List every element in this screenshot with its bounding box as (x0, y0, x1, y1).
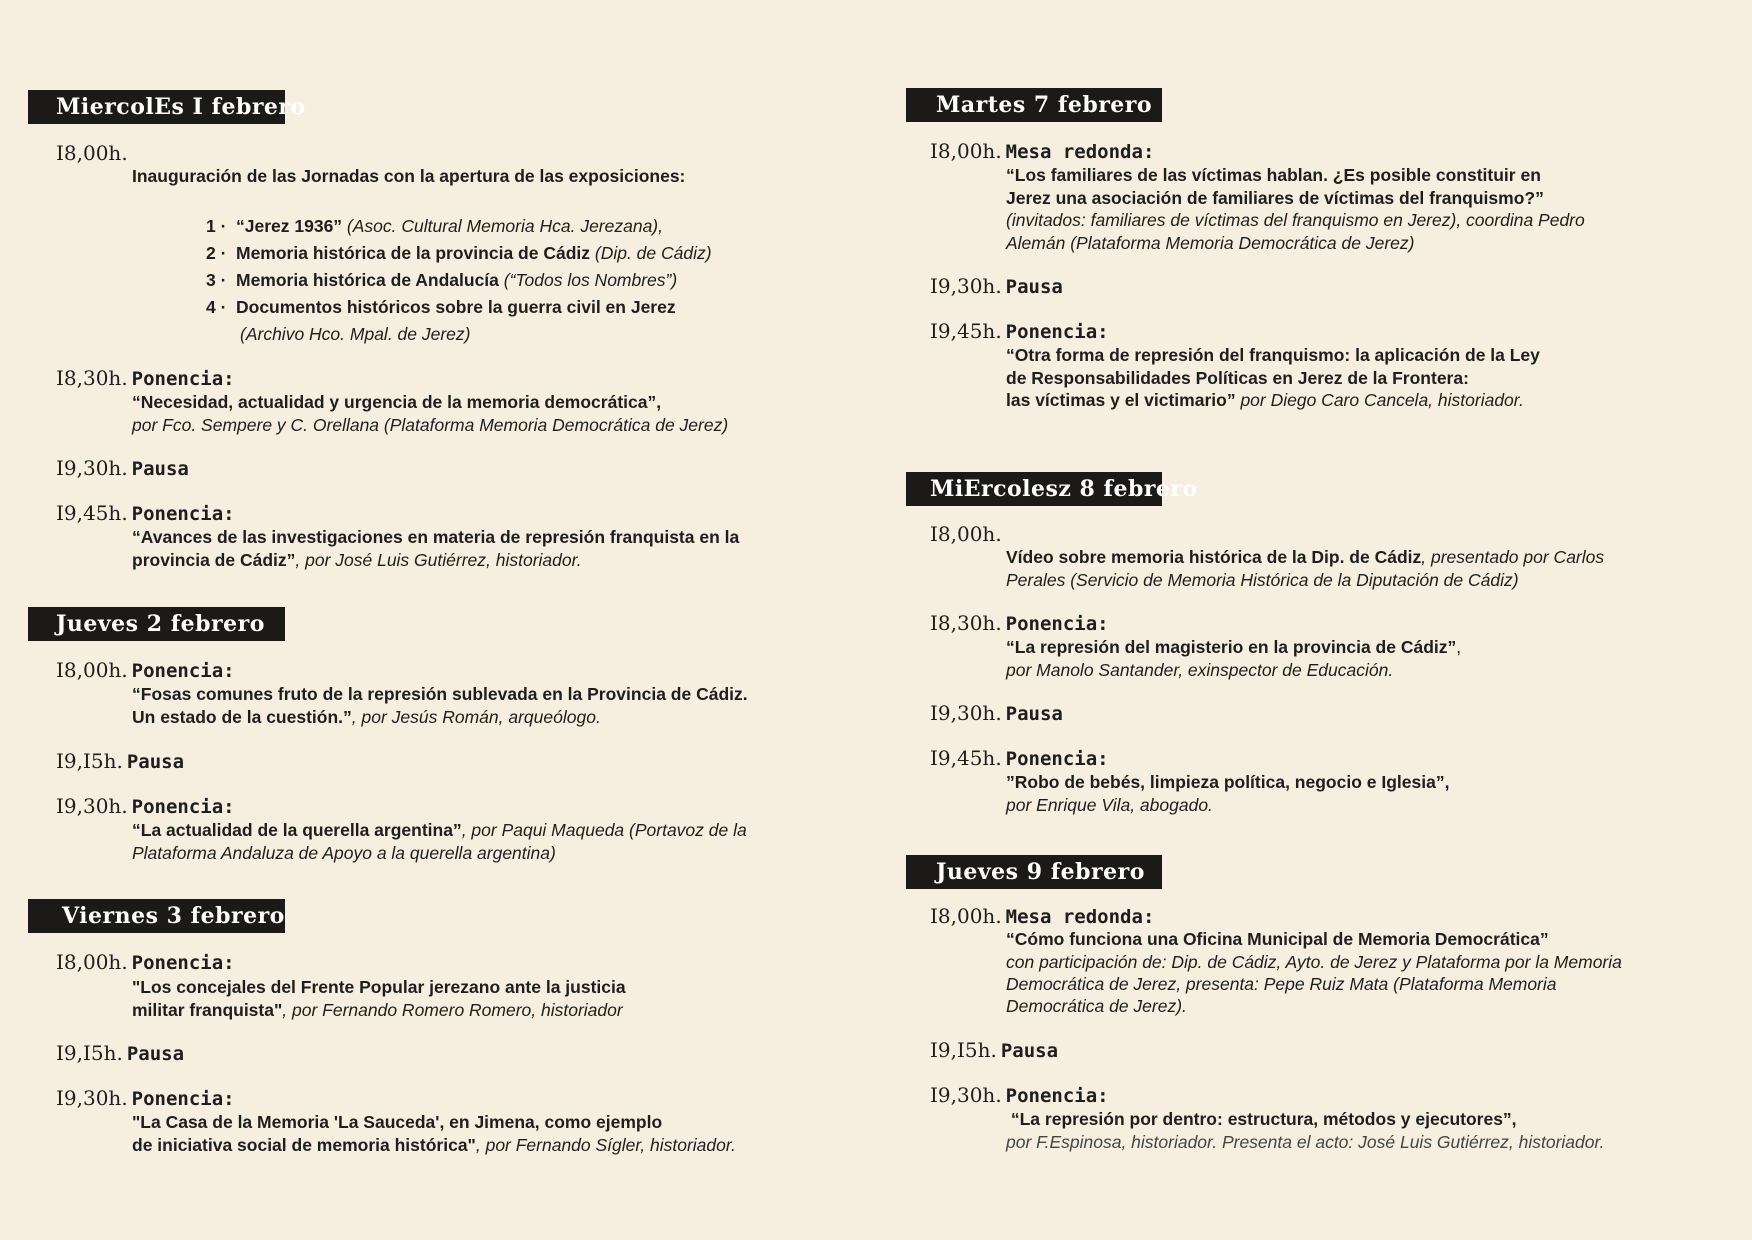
talk-speaker: , por Jesús Román, arqueólogo. (351, 707, 601, 727)
item-source: (Dip. de Cádiz) (590, 243, 712, 263)
talk-title-cont (132, 999, 623, 1022)
talk-title-part: militar franquista" (132, 1000, 283, 1020)
time-value: I9,45h. (930, 319, 1002, 343)
talk-speaker: , por José Luis Gutiérrez, historiador. (295, 550, 582, 570)
talk-title-part: “La represión del magisterio en la provincia de Cádiz” (1006, 637, 1457, 657)
talk-title-cont: Jerez una asociación de familiares de víctimas del franquismo?” (1006, 188, 1544, 208)
video-presenter: , presentado por Carlos (1421, 547, 1605, 567)
time-value: I9,30h. (56, 456, 128, 480)
talk-speaker: por Enrique Vila, abogado. (1006, 795, 1213, 815)
time-1800 (56, 950, 235, 975)
time-value: I9,I5h. (930, 1038, 997, 1062)
time-1930 (56, 456, 189, 481)
time-value: I9,30h. (930, 701, 1002, 725)
talk-title: “Otra forma de represión del franquismo: la aplicación de la Ley (1006, 345, 1540, 365)
time-value: I8,00h. (56, 950, 128, 974)
session-type: Pausa (126, 751, 185, 773)
time-1800 (56, 141, 128, 165)
time-1945 (56, 501, 235, 526)
exhibit-item-2 (206, 242, 712, 265)
talk-title: "Los concejales del Frente Popular jerezano ante la justicia (132, 977, 626, 997)
time-1930 (930, 1083, 1109, 1108)
time-value: I8,00h. (56, 658, 128, 682)
talk-title: “Los familiares de las víctimas hablan. ¿Es posible constituir en (1006, 165, 1541, 185)
time-value: I9,I5h. (56, 1041, 123, 1065)
video-presenter-cont: Perales (Servicio de Memoria Histórica de la Diputación de Cádiz) (1006, 570, 1519, 590)
time-1830 (930, 611, 1109, 636)
time-value: I8,00h. (930, 139, 1002, 163)
session-type: Ponencia: (1005, 321, 1109, 343)
exhibit-item-1 (206, 215, 663, 238)
item-source: (Asoc. Cultural Memoria Hca. Jerezana), (342, 216, 664, 236)
exhibit-item-4-source: (Archivo Hco. Mpal. de Jerez) (240, 324, 471, 344)
talk-guests-cont: Alemán (Plataforma Memoria Democrática de Jerez) (1006, 233, 1415, 253)
item-title: Memoria histórica de Andalucía (236, 270, 499, 290)
time-1930 (56, 1086, 235, 1111)
item-number: 4 · (206, 297, 227, 317)
session-type: Ponencia: (131, 368, 235, 390)
session-type: Pausa (1005, 703, 1063, 725)
time-value: I8,30h. (930, 611, 1002, 635)
day-header-tuesday-7: Martes 7 febrero (906, 88, 1162, 122)
day-header-thursday-9: Jueves 9 febrero (906, 855, 1162, 889)
session-type: Mesa redonda: (1005, 906, 1155, 928)
time-1945 (930, 319, 1109, 344)
exhibit-item-3 (206, 269, 677, 292)
time-1800 (930, 904, 1154, 929)
session-type: Ponencia: (131, 952, 235, 974)
session-type: Ponencia: (1005, 748, 1109, 770)
item-title: Documentos históricos sobre la guerra civil en Jerez (236, 297, 676, 317)
item-source: (“Todos los Nombres”) (498, 270, 678, 290)
time-1830 (56, 366, 235, 391)
time-1915 (56, 749, 184, 774)
time-value: I9,30h. (56, 794, 128, 818)
talk-speaker: por F.Espinosa, historiador. Presenta el acto: José Luis Gutiérrez, historiador. (1006, 1132, 1605, 1152)
session-type: Ponencia: (131, 796, 235, 818)
time-value: I9,I5h. (56, 749, 123, 773)
time-value: I9,30h. (930, 1083, 1002, 1107)
talk-title: ”Robo de bebés, limpieza política, negocio e Iglesia”, (1006, 772, 1450, 792)
talk-title-part: las víctimas y el victimario” (1006, 390, 1236, 410)
session-type: Ponencia: (1005, 613, 1109, 635)
item-title: Memoria histórica de la provincia de Cádiz (236, 243, 590, 263)
time-1930 (56, 794, 235, 819)
talk-speaker-cont: Plataforma Andaluza de Apoyo a la querella argentina) (132, 843, 556, 863)
talk-title (132, 819, 747, 842)
time-value: I9,30h. (930, 274, 1002, 298)
time-value: I9,45h. (56, 501, 128, 525)
talk-title-cont (132, 706, 601, 729)
session-type: Pausa (126, 1043, 185, 1065)
session-type: Ponencia: (131, 660, 235, 682)
time-1800 (56, 658, 235, 683)
session-type: Ponencia: (1005, 1085, 1109, 1107)
time-1915 (56, 1041, 184, 1066)
time-1945 (930, 746, 1109, 771)
time-value: I9,45h. (930, 746, 1002, 770)
time-value: I8,00h. (930, 904, 1002, 928)
time-value: I9,30h. (56, 1086, 128, 1110)
talk-speaker: por Manolo Santander, exinspector de Educación. (1006, 660, 1394, 680)
item-title: “Jerez 1936” (236, 216, 343, 236)
talk-title-cont: de Responsabilidades Políticas en Jerez de la Frontera: (1006, 368, 1469, 388)
time-value: I8,00h. (56, 141, 128, 165)
talk-title: “Necesidad, actualidad y urgencia de la memoria democrática”, (132, 392, 662, 412)
session-type: Pausa (131, 458, 189, 480)
talk-title-part: provincia de Cádiz” (132, 550, 296, 570)
time-1930 (930, 701, 1063, 726)
talk-speaker: por Diego Caro Cancela, historiador. (1235, 390, 1524, 410)
opening-intro: Inauguración de las Jornadas con la apertura de las exposiciones: (132, 166, 686, 186)
item-number: 1 · (206, 216, 227, 236)
video-title-part: Vídeo sobre memoria histórica de la Dip. de Cádiz (1006, 547, 1422, 567)
item-number: 3 · (206, 270, 227, 290)
time-1915 (930, 1038, 1058, 1063)
time-value: I8,00h. (930, 522, 1002, 546)
item-number: 2 · (206, 243, 227, 263)
talk-title-part: “La actualidad de la querella argentina” (132, 820, 462, 840)
talk-title: "La Casa de la Memoria 'La Sauceda', en Jimena, como ejemplo (132, 1112, 663, 1132)
talk-title: “La represión por dentro: estructura, métodos y ejecutores”, (1006, 1109, 1517, 1129)
talk-title (1006, 636, 1461, 659)
talk-speaker: , por Fernando Romero Romero, historiador (282, 1000, 623, 1020)
talk-title: “Fosas comunes fruto de la represión sublevada en la Provincia de Cádiz. (132, 684, 748, 704)
talk-title: “Cómo funciona una Oficina Municipal de Memoria Democrática” (1006, 929, 1549, 949)
talk-title-part: Un estado de la cuestión.” (132, 707, 352, 727)
talk-participants-cont: Democrática de Jerez). (1006, 996, 1187, 1016)
session-type: Pausa (1005, 276, 1063, 298)
time-value: I8,30h. (56, 366, 128, 390)
session-type: Mesa redonda: (1005, 141, 1155, 163)
talk-participants: con participación de: Dip. de Cádiz, Ayto. de Jerez y Plataforma por la Memoria (1006, 952, 1622, 972)
day-header-wednesday-8: MiErcolesz 8 febrero (906, 472, 1162, 506)
session-type: Ponencia: (131, 1088, 235, 1110)
time-1800 (930, 522, 1002, 546)
day-header-friday-3: Viernes 3 febrero (28, 899, 285, 933)
talk-title-cont (132, 549, 582, 572)
time-1930 (930, 274, 1063, 299)
talk-title-part: de iniciativa social de memoria histórica" (132, 1135, 476, 1155)
talk-speaker: por Fco. Sempere y C. Orellana (Plataforma Memoria Democrática de Jerez) (132, 415, 729, 435)
session-type: Pausa (1000, 1040, 1059, 1062)
talk-participants-cont: Democrática de Jerez, presenta: Pepe Ruiz Mata (Plataforma Memoria (1006, 974, 1557, 994)
day-header-wednesday-1: MiercolEs I febrero (28, 90, 285, 124)
talk-guests: (invitados: familiares de víctimas del franquismo en Jerez), coordina Pedro (1006, 210, 1585, 230)
exhibit-item-4 (206, 296, 676, 319)
talk-title-cont (132, 1134, 736, 1157)
video-title (1006, 546, 1604, 569)
session-type: Ponencia: (131, 503, 235, 525)
talk-title: “Avances de las investigaciones en materia de represión franquista en la (132, 527, 740, 547)
talk-comma: , (1456, 637, 1462, 657)
day-header-thursday-2: Jueves 2 febrero (28, 607, 285, 641)
talk-title-cont (1006, 389, 1524, 412)
time-1800 (930, 139, 1154, 164)
talk-speaker: , por Paqui Maqueda (Portavoz de la (461, 820, 747, 840)
talk-speaker: , por Fernando Sígler, historiador. (475, 1135, 736, 1155)
